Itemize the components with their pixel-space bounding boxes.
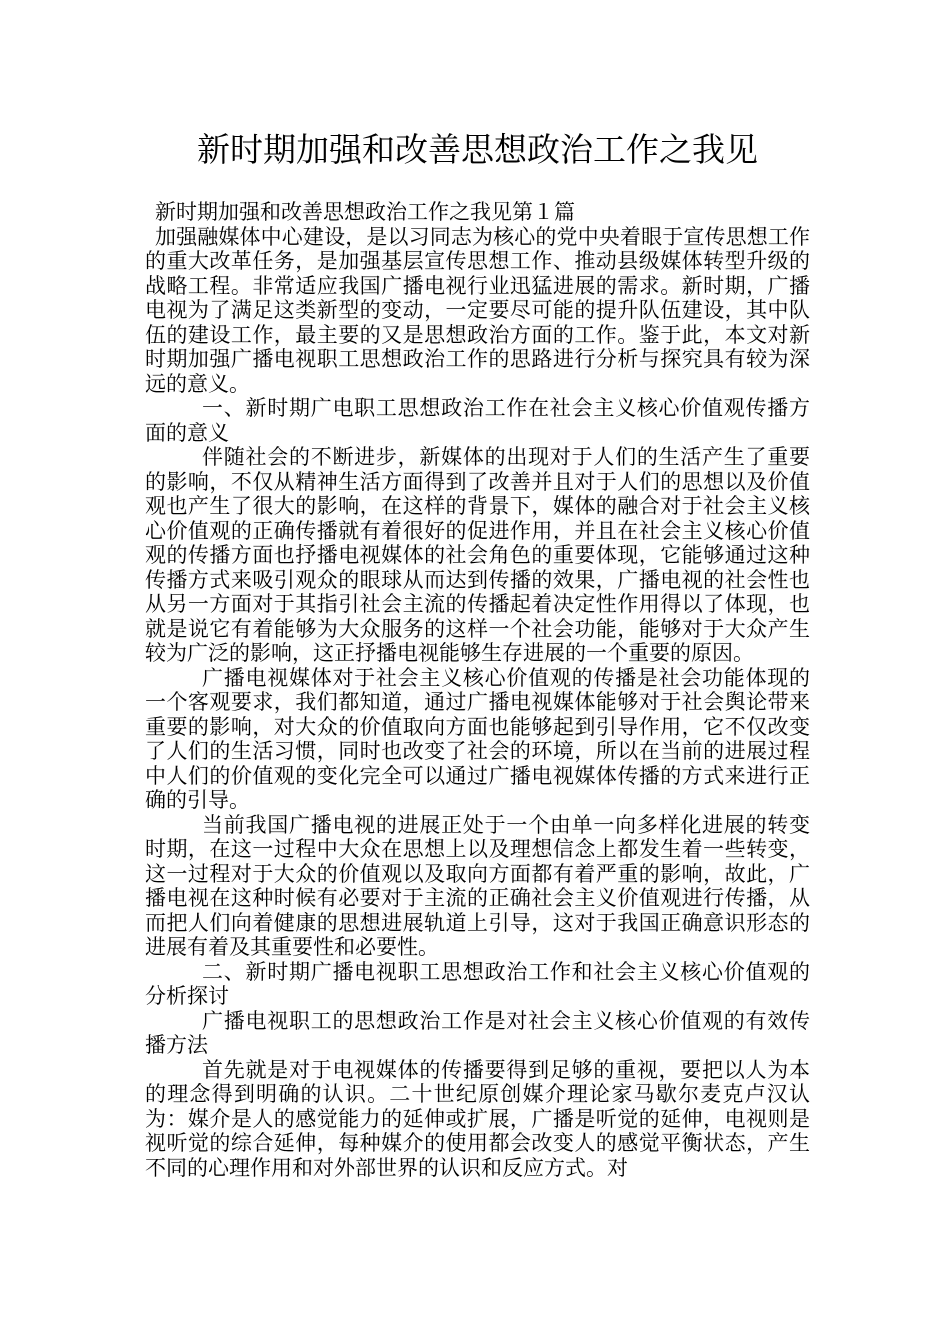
document-title: 新时期加强和改善思想政治工作之我见 (197, 130, 758, 169)
document-body (145, 200, 810, 1180)
subsection-heading: 广播电视职工的思想政治工作是对社会主义核心价值观的有效传播方法 (145, 1008, 810, 1057)
paragraph-intro: 加强融媒体中心建设，是以习同志为核心的党中央着眼于宣传思想工作的重大改革任务，是加强基层宣传思想工作、推动县级媒体转型升级的战略工程。非常适应我国广播电视行业迅猛进展的需求。新时期，广播电视为了满足这类新型的变动，一定要尽可能的提升队伍建设，其中队伍的建设工作，最主要的又是思想政治方面的工作。鉴于此，本文对新时期加强广播电视职工思想政治工作的思路进行分析与探究具有较为深远的意义。 (145, 224, 810, 396)
paragraph: 首先就是对于电视媒体的传播要得到足够的重视，要把以人为本的理念得到明确的认识。二十世纪原创媒介理论家马歇尔麦克卢汉认为：媒介是人的感觉能力的延伸或扩展，广播是听觉的延伸，电视则是视听觉的综合延伸，每种媒介的使用都会改变人的感觉平衡状态，产生不同的心理作用和对外部世界的认识和反应方式。对 (145, 1057, 810, 1180)
paragraph: 伴随社会的不断进步，新媒体的出现对于人们的生活产生了重要的影响，不仅从精神生活方面得到了改善并且对于人们的思想以及价值观也产生了很大的影响，在这样的背景下，媒体的融合对于社会主义核心价值观的正确传播就有着很好的促进作用，并且在社会主义核心价值观的传播方面也抒播电视媒体的社会角色的重要体现，它能够通过这种传播方式来吸引观众的眼球从而达到传播的效果，广播电视的社会性也从另一方面对于其指引社会主流的传播起着决定性作用得以了体现，也就是说它有着能够为大众服务的这样一个社会功能，能够对于大众产生较为广泛的影响，这正抒播电视能够生存进展的一个重要的原因。 (145, 445, 810, 665)
paragraph: 广播电视媒体对于社会主义核心价值观的传播是社会功能体现的一个客观要求，我们都知道，通过广播电视媒体能够对于社会舆论带来重要的影响，对大众的价值取向方面也能够起到引导作用，它不仅改变了人们的生活习惯，同时也改变了社会的环境，所以在当前的进展过程中人们的价值观的变化完全可以通过广播电视媒体传播的方式来进行正确的引导。 (145, 665, 810, 812)
document-subtitle: 新时期加强和改善思想政治工作之我见第１篇 (155, 200, 575, 224)
paragraph: 当前我国广播电视的进展正处于一个由单一向多样化进展的转变时期，在这一过程中大众在思想上以及理想信念上都发生着一些转变，这一过程对于大众的价值观以及取向方面都有着严重的影响，故此，广播电视在这种时候有必要对于主流的正确社会主义价值观进行传播，从而把人们向着健康的思想进展轨道上引导，这对于我国正确意识形态的进展有着及其重要性和必要性。 (145, 812, 810, 959)
section-heading-2: 二、新时期广播电视职工思想政治工作和社会主义核心价值观的分析探讨 (145, 959, 810, 1008)
section-heading-1: 一、新时期广电职工思想政治工作在社会主义核心价值观传播方面的意义 (145, 396, 810, 445)
